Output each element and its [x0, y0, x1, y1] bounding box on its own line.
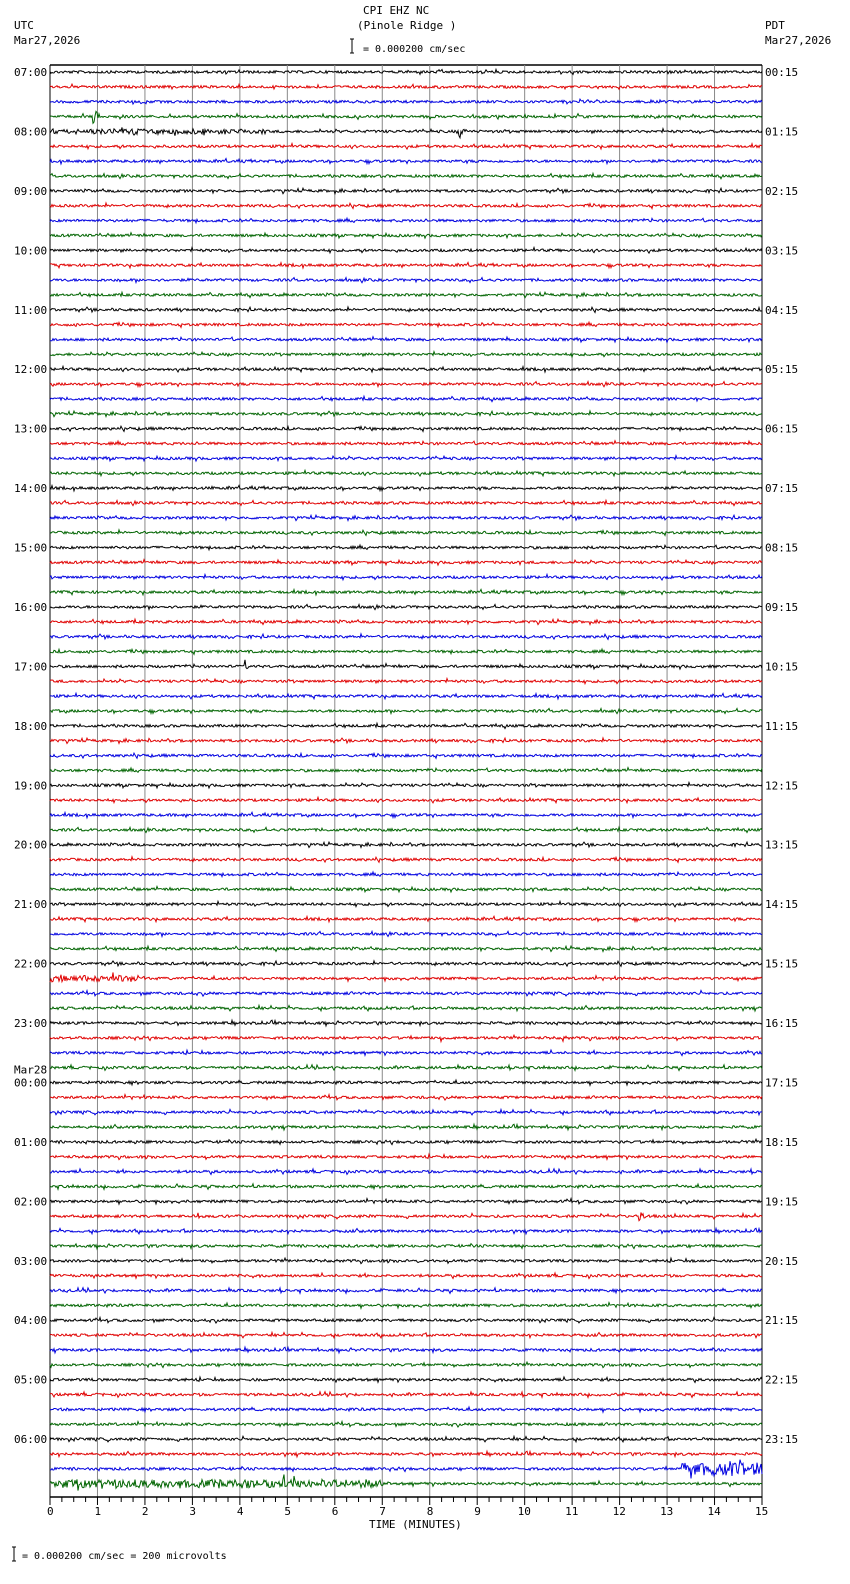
seismic-trace: [50, 1318, 762, 1324]
seismic-trace: [50, 1258, 762, 1264]
seismic-trace: [50, 1228, 762, 1234]
seismic-trace: [50, 248, 762, 254]
seismic-trace: [50, 857, 762, 863]
seismic-trace: [50, 916, 762, 922]
pdt-hour-label: 19:15: [765, 1195, 799, 1209]
seismic-trace: [50, 1392, 762, 1398]
seismic-trace: [50, 560, 762, 566]
seismic-trace: [50, 188, 762, 194]
seismic-trace: [50, 1124, 762, 1130]
seismic-trace: [50, 1035, 762, 1041]
footer-scale-bar-icon: [12, 1547, 16, 1561]
utc-hour-label: 01:00: [14, 1135, 48, 1149]
utc-hour-label: 03:00: [14, 1254, 48, 1268]
pdt-hour-label: 05:15: [765, 363, 799, 377]
seismic-trace: [50, 307, 762, 313]
seismic-trace: [50, 292, 762, 297]
pdt-hour-label: 12:15: [765, 779, 799, 793]
seismic-trace: [50, 1213, 762, 1221]
scale-text: = 0.000200 cm/sec: [363, 44, 466, 55]
seismic-trace: [50, 605, 762, 610]
seismic-trace: [50, 634, 762, 640]
seismic-trace: [50, 709, 762, 714]
seismic-trace: [50, 485, 762, 491]
seismic-trace: [50, 500, 762, 505]
seismic-trace: [50, 693, 762, 699]
seismic-trace: [50, 441, 762, 446]
seismic-trace: [50, 411, 762, 417]
pdt-hour-label: 02:15: [765, 184, 799, 198]
right-date: Mar27,2026: [765, 34, 832, 47]
seismic-trace: [50, 337, 762, 343]
utc-hour-label: 07:00: [14, 66, 48, 79]
x-tick-label: 13: [660, 1505, 674, 1518]
x-axis-label: TIME (MINUTES): [369, 1518, 462, 1531]
seismic-trace: [50, 456, 762, 461]
seismic-trace: [50, 872, 762, 877]
station-title: CPI EHZ NC: [363, 4, 430, 17]
seismic-trace: [50, 589, 762, 595]
seismic-trace: [50, 723, 762, 728]
pdt-hour-label: 03:15: [765, 244, 799, 258]
seismic-trace: [50, 366, 762, 372]
seismic-trace: [50, 660, 762, 669]
seismic-trace: [50, 1422, 762, 1428]
x-tick-label: 5: [284, 1505, 291, 1518]
seismic-trace: [50, 233, 762, 238]
seismic-trace: [50, 144, 762, 150]
pdt-hour-label: 22:15: [765, 1373, 799, 1387]
utc-hour-label: 05:00: [14, 1373, 48, 1387]
seismic-trace: [50, 1080, 762, 1085]
seismic-trace: [50, 352, 762, 357]
pdt-hour-label: 08:15: [765, 541, 799, 555]
pdt-hour-label: 14:15: [765, 898, 799, 912]
x-tick-label: 6: [331, 1505, 339, 1518]
seismic-trace: [50, 1347, 762, 1353]
seismic-trace: [50, 753, 762, 758]
date-change-label: Mar28: [14, 1063, 48, 1077]
seismic-trace: [50, 1050, 762, 1056]
seismic-trace: [50, 263, 762, 269]
seismic-trace: [50, 827, 762, 832]
seismic-trace: [50, 842, 762, 847]
seismic-trace: [50, 322, 762, 327]
pdt-hour-label: 07:15: [765, 482, 799, 496]
seismic-trace: [50, 1460, 762, 1479]
scale-bar-icon: [350, 39, 354, 53]
x-tick-label: 2: [141, 1505, 149, 1518]
utc-hour-label: 04:00: [14, 1314, 48, 1328]
seismic-trace: [50, 470, 762, 476]
seismic-trace: [50, 1095, 762, 1101]
pdt-hour-label: 18:15: [765, 1135, 799, 1149]
seismic-trace: [50, 1109, 762, 1115]
seismic-trace: [50, 887, 762, 893]
seismic-trace: [50, 1332, 762, 1337]
seismic-trace: [50, 1244, 762, 1249]
pdt-hour-label: 10:15: [765, 660, 799, 674]
seismic-trace: [50, 173, 762, 178]
seismic-trace: [50, 382, 762, 387]
pdt-hour-label: 17:15: [765, 1076, 799, 1090]
pdt-hour-label: 09:15: [765, 600, 799, 614]
seismic-trace: [50, 515, 762, 520]
seismic-trace: [50, 1184, 762, 1190]
seismic-trace: [50, 901, 762, 907]
x-tick-label: 0: [47, 1505, 54, 1518]
seismic-trace: [50, 203, 762, 209]
utc-hour-label: 00:00: [14, 1076, 48, 1090]
footer-scale-text: = 0.000200 cm/sec = 200 microvolts: [22, 1551, 227, 1562]
pdt-hour-label: 06:15: [765, 422, 799, 436]
seismic-trace: [50, 931, 762, 936]
x-tick-label: 10: [517, 1505, 531, 1518]
seismic-trace: [50, 545, 762, 550]
seismic-trace: [50, 99, 762, 104]
seismic-trace: [50, 961, 762, 966]
seismic-trace: [50, 1154, 762, 1159]
x-tick-label: 12: [612, 1505, 626, 1518]
utc-hour-label: 20:00: [14, 838, 48, 852]
utc-hour-label: 14:00: [14, 482, 48, 496]
seismic-trace: [50, 1139, 762, 1144]
seismic-trace: [50, 1407, 762, 1412]
utc-hour-label: 15:00: [14, 541, 48, 555]
utc-hour-label: 11:00: [14, 303, 48, 317]
utc-hour-label: 09:00: [14, 184, 48, 198]
x-tick-label: 3: [189, 1505, 197, 1518]
left-timezone: UTC: [14, 19, 34, 32]
utc-hour-label: 23:00: [14, 1017, 48, 1031]
seismic-trace: [50, 1273, 762, 1279]
x-tick-label: 4: [236, 1505, 244, 1518]
seismic-trace: [50, 738, 762, 744]
x-tick-label: 8: [426, 1505, 434, 1518]
seismic-trace: [50, 1288, 762, 1294]
x-tick-label: 1: [94, 1505, 102, 1518]
seismic-trace: [50, 797, 762, 803]
seismic-trace: [50, 1199, 762, 1205]
seismic-trace: [50, 972, 762, 982]
pdt-hour-label: 15:15: [765, 957, 799, 971]
utc-hour-label: 18:00: [14, 719, 48, 733]
seismic-trace: [50, 127, 762, 137]
right-timezone: PDT: [765, 19, 785, 32]
utc-hour-label: 10:00: [14, 244, 48, 258]
pdt-hour-label: 04:15: [765, 303, 799, 317]
pdt-hour-label: 00:15: [765, 66, 799, 79]
utc-hour-label: 02:00: [14, 1195, 48, 1209]
utc-hour-label: 22:00: [14, 957, 48, 971]
seismic-trace: [50, 69, 762, 74]
utc-hour-label: 16:00: [14, 600, 48, 614]
seismic-trace: [50, 530, 762, 536]
seismic-trace: [50, 396, 762, 401]
seismic-trace: [50, 619, 762, 624]
seismic-trace: [50, 783, 762, 789]
utc-hour-label: 06:00: [14, 1433, 48, 1447]
utc-hour-label: 12:00: [14, 363, 48, 377]
x-tick-label: 14: [707, 1505, 721, 1518]
seismic-trace: [50, 679, 762, 684]
x-tick-label: 15: [755, 1505, 769, 1518]
seismic-trace: [50, 1169, 762, 1175]
seismic-trace: [50, 1005, 762, 1011]
x-tick-label: 7: [379, 1505, 386, 1518]
seismic-trace: [50, 1451, 762, 1457]
seismic-trace: [50, 278, 762, 283]
station-name: (Pinole Ridge ): [357, 19, 457, 32]
seismic-trace: [50, 1065, 762, 1071]
seismic-trace: [50, 1362, 762, 1368]
seismic-trace: [50, 1436, 762, 1442]
seismic-trace: [50, 768, 762, 773]
utc-hour-label: 17:00: [14, 660, 48, 674]
seismic-trace: [50, 649, 762, 654]
utc-hour-label: 13:00: [14, 422, 48, 436]
seismic-trace: [50, 1020, 762, 1026]
seismic-trace: [50, 159, 762, 164]
utc-hour-label: 08:00: [14, 125, 48, 139]
seismic-trace: [50, 218, 762, 223]
utc-hour-label: 21:00: [14, 898, 48, 912]
seismic-trace: [50, 1377, 762, 1383]
seismic-trace: [50, 84, 762, 89]
x-tick-label: 11: [565, 1505, 579, 1518]
seismic-trace: [50, 111, 762, 123]
pdt-hour-label: 13:15: [765, 838, 799, 852]
pdt-hour-label: 20:15: [765, 1254, 799, 1268]
seismic-trace: [50, 946, 762, 951]
pdt-hour-label: 16:15: [765, 1017, 799, 1031]
pdt-hour-label: 01:15: [765, 125, 799, 139]
x-tick-label: 9: [474, 1505, 481, 1518]
pdt-hour-label: 11:15: [765, 719, 799, 733]
seismic-trace: [50, 426, 762, 431]
seismic-trace: [50, 812, 762, 818]
seismic-trace: [50, 991, 762, 997]
pdt-hour-label: 23:15: [765, 1433, 799, 1447]
pdt-hour-label: 21:15: [765, 1314, 799, 1328]
seismic-trace: [50, 1303, 762, 1309]
utc-hour-label: 19:00: [14, 779, 48, 793]
seismic-trace: [50, 1475, 762, 1491]
seismic-trace: [50, 574, 762, 580]
left-date: Mar27,2026: [14, 34, 81, 47]
